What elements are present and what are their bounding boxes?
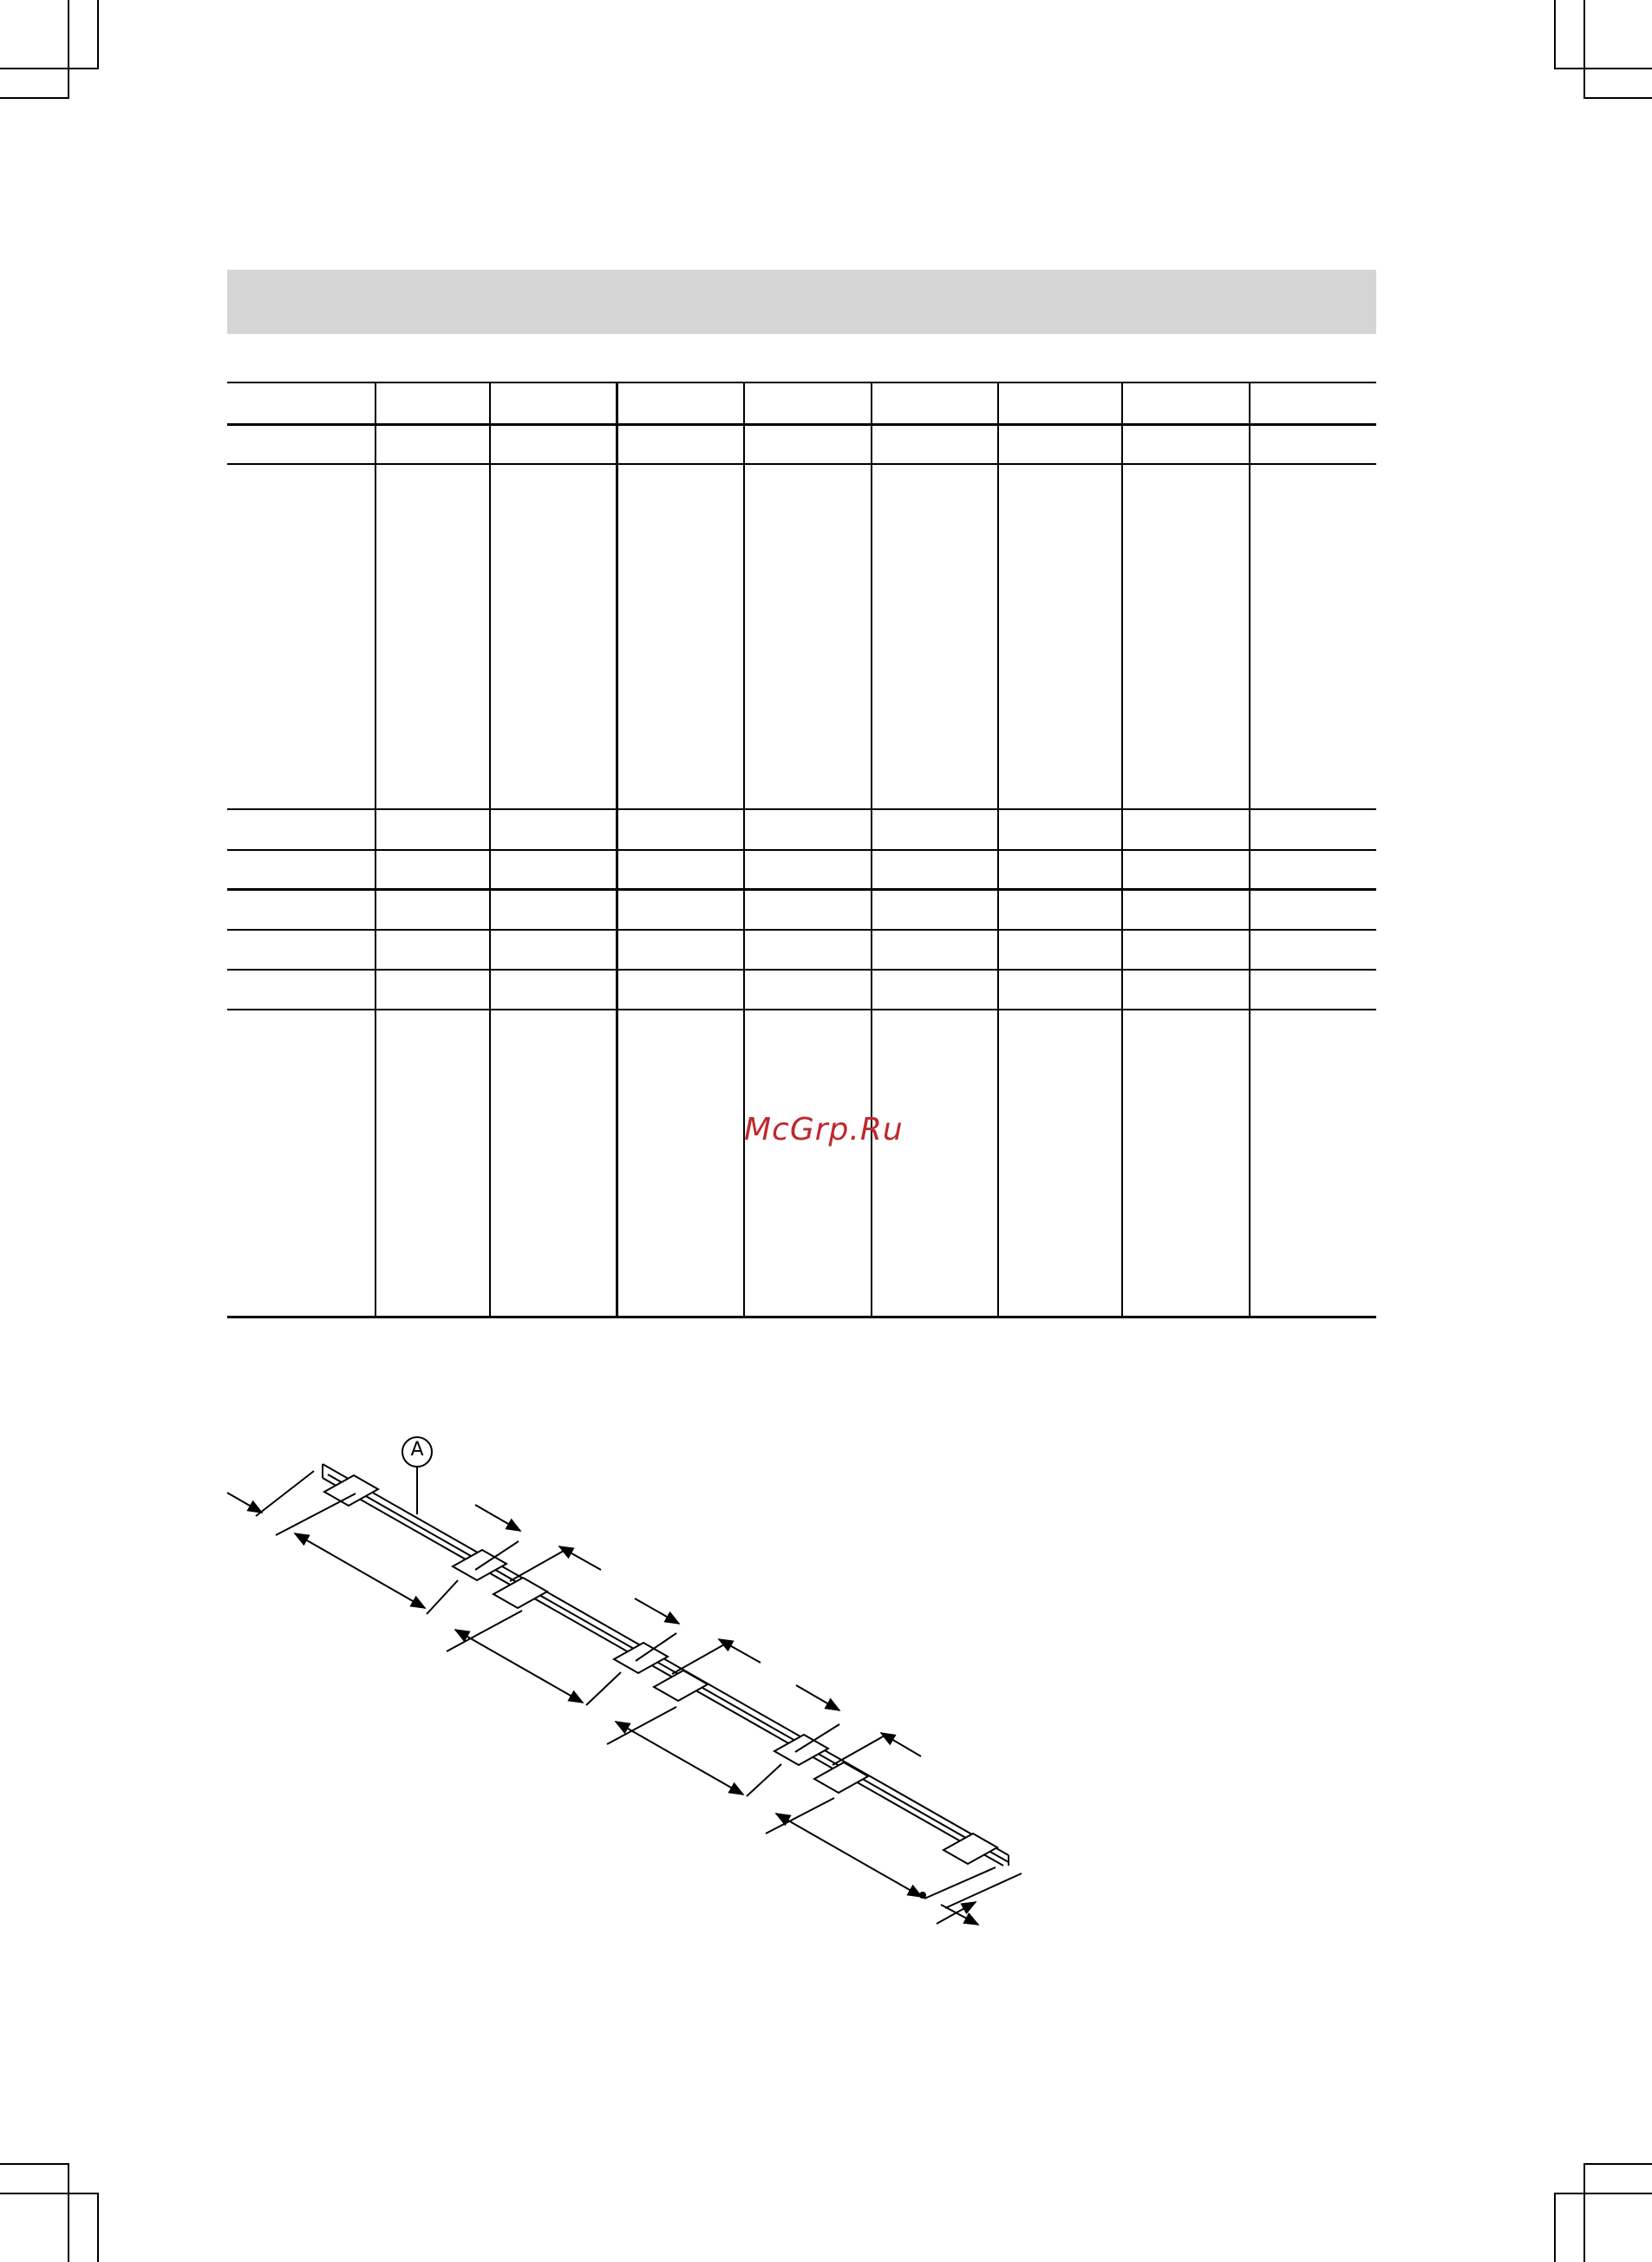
rail xyxy=(323,1464,1009,1866)
bracket xyxy=(814,1762,868,1793)
bracket xyxy=(324,1475,378,1506)
bracket xyxy=(944,1834,997,1864)
callout-a-label: A xyxy=(410,1439,424,1461)
watermark: McGrp.Ru xyxy=(744,1112,904,1147)
reference-dot xyxy=(919,1892,926,1899)
extension-lines xyxy=(256,1471,1022,1908)
dimension-arrows xyxy=(227,1493,978,1925)
bracket xyxy=(654,1670,708,1701)
bracket xyxy=(493,1578,547,1608)
